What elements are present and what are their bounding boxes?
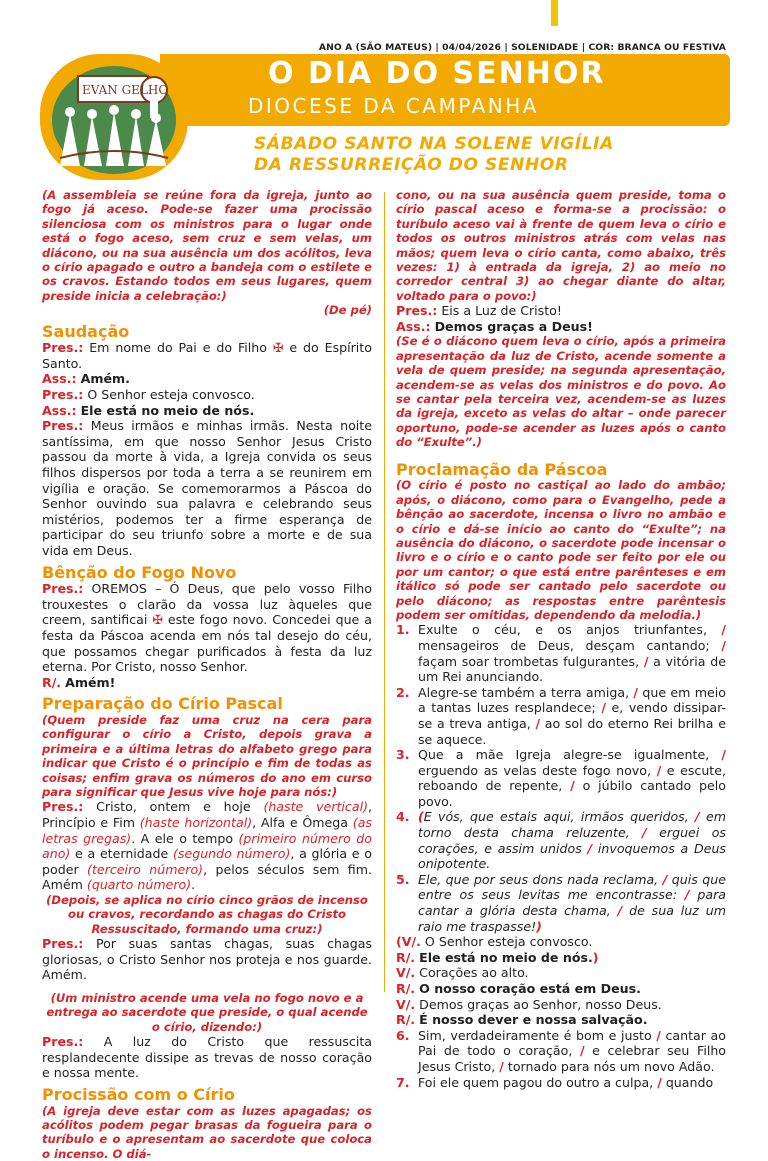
pause-mark: /: [721, 638, 726, 653]
response-label: R/.: [42, 675, 61, 690]
pause-mark: /: [588, 841, 593, 856]
exultet-stanza-5: [396, 872, 726, 934]
speaker-label: Pres.:: [42, 799, 83, 814]
verse: mensageiros de Deus, desçam cantando;: [418, 638, 710, 653]
celebration-title-line-1: SÁBADO SANTO NA SOLENE VIGÍLIA: [254, 134, 614, 155]
stanza-text: [418, 1028, 726, 1075]
dialog-3: [396, 965, 726, 981]
stanza-text: [418, 747, 726, 809]
text: Demos graças ao Senhor, nosso Deus.: [419, 997, 662, 1012]
response-label: R/.: [396, 1012, 415, 1027]
versicle-label: V/.: [402, 934, 421, 949]
speaker-label: Pres.:: [42, 387, 83, 402]
verse: de sua luz um raio me traspasse!: [418, 903, 726, 934]
line-saudacao-5: [42, 418, 372, 558]
text: O nosso coração está em Deus.: [419, 981, 641, 996]
stanza-text: [418, 872, 726, 934]
verse: a vitória de um Rei anunciando.: [418, 654, 726, 685]
text: . A ele o tempo: [131, 831, 233, 846]
text: este fogo novo. Concedei que a festa da Páscoa acenda em nós tal desejo do céu, que possamos chegar purificados à festa da luz eterna. Por Cristo, nosso Senhor.: [42, 612, 372, 674]
versicle-label: V/.: [396, 997, 415, 1012]
exultet-stanza-3: [396, 747, 726, 809]
line-bencao-1: [42, 581, 372, 675]
paren: ): [536, 919, 542, 934]
rubric-inline: (primeiro número do ano): [42, 831, 372, 862]
column-divider: [384, 192, 385, 992]
pause-mark: /: [657, 1075, 662, 1090]
celebration-title: [254, 134, 614, 176]
line-preparacao-2: [42, 936, 372, 983]
cross-icon: ✠: [152, 612, 163, 627]
heading-saudacao: Saudação: [42, 324, 372, 340]
verse: cantar ao Pai de todo o coração,: [418, 1028, 726, 1059]
celebration-title-line-2: DA RESSURREIÇÃO DO SENHOR: [254, 155, 614, 176]
verse: Ele, que por seus dons nada reclama,: [418, 872, 658, 887]
dialog-5: [396, 997, 726, 1013]
intro-rubric: (A assembleia se reúne fora da igreja, junto ao fogo já aceso. Pode-se fazer uma procissão silenciosa com os ministros para o lugar onde está o fogo aceso, sem cruz e sem velas, um diácono, ou na sua ausência um dos acólitos, leva o círio apagado e outro a bandeja com o estilete e os cravos. Estando todos em seus lugares, quem preside inicia a celebração:): [42, 188, 372, 303]
pause-mark: /: [535, 716, 540, 731]
text: O Senhor esteja convosco.: [87, 387, 254, 402]
stanza-number: 6.: [396, 1028, 418, 1075]
stanza-number: 5.: [396, 872, 418, 934]
preparacao-rubric: (Quem preside faz uma cruz na cera para configurar o círio a Cristo, depois grava a primeira e a última letras do alfabeto grego para indicar que Cristo é o princípio e fim de todas as coisas; enfim grava os números do ano em curso para significar que Jesus vive hoje para nós:): [42, 713, 372, 799]
verse: E vós, que estais aqui, irmãos queridos,: [424, 809, 689, 824]
cross-icon: ✠: [273, 340, 284, 355]
pause-mark: /: [570, 778, 575, 793]
right-column: [396, 188, 726, 1090]
verse: em torno desta chama reluzente,: [418, 809, 726, 840]
text: A luz do Cristo que ressuscita resplandecente dissipe as trevas de nosso coração e nossa mente.: [42, 1034, 372, 1080]
exultet-stanza-1: [396, 622, 726, 684]
text: , pelos séculos sem fim. Amém: [42, 862, 372, 893]
rubric-inline: (haste vertical): [263, 799, 368, 814]
text: Amém.: [81, 371, 130, 386]
pause-mark: /: [633, 685, 638, 700]
verse: Alegre-se também a terra amiga,: [418, 685, 629, 700]
exultet-stanza-7: [396, 1075, 726, 1091]
speaker-label: Pres.:: [396, 303, 437, 318]
text: , Princípio e Fim: [42, 799, 372, 830]
pause-mark: /: [642, 825, 647, 840]
stanza-number: 1.: [396, 622, 418, 684]
rubric-inline: (as letras gregas): [42, 815, 372, 846]
procissao-rubric: (A igreja deve estar com as luzes apagadas; os acólitos podem pegar brasas da fogueira para o turíbulo e o apresentam ao sacerdote que coloca o incenso. O diá-: [42, 1104, 372, 1161]
rubric-inline: (segundo número): [173, 846, 290, 861]
verse: quando: [666, 1075, 713, 1090]
response-label: R/.: [396, 950, 415, 965]
masthead: [40, 54, 728, 182]
rubric-inline: (haste horizontal): [140, 815, 252, 830]
speaker-label: Ass.:: [42, 403, 77, 418]
verse: Sim, verdadeiramente é bom e justo: [418, 1028, 652, 1043]
paren: ): [593, 950, 599, 965]
versicle-label: V/.: [396, 965, 415, 980]
stanza-text: [418, 622, 726, 684]
text: Cristo, ontem e hoje: [96, 799, 250, 814]
rubric-inline: (quarto número): [87, 877, 191, 892]
exultet-stanza-4: [396, 809, 726, 871]
stanza-number: 3.: [396, 747, 418, 809]
text: Por suas santas chagas, suas chagas gloriosas, o Cristo Senhor nos proteja e nos guarde. Amém.: [42, 936, 372, 982]
rubric-inline: (terceiro número): [87, 862, 203, 877]
pause-mark: /: [618, 903, 623, 918]
text: Meus irmãos e minhas irmãs. Nesta noite santíssima, em que nosso Senhor Jesus Cristo passou da morte à vida, a Igreja convida os seus filhos dispersos por toda a terra a se reunirem em vigília e oração. Se comemorarmos a Páscoa do Senhor ouvindo sua palavra e celebrando seus mistérios, podemos ter a firme esperança de participar do seu triunfo sobre a morte e de sua vida em Deus.: [42, 418, 372, 558]
stanza-number: 4.: [396, 809, 418, 871]
stanza-text: [418, 685, 726, 747]
stanza-text: [418, 1075, 726, 1091]
pause-mark: /: [601, 700, 606, 715]
page-title: O DIA DO SENHOR: [268, 56, 605, 91]
pause-mark: /: [695, 809, 700, 824]
diocese-name: DIOCESE DA CAMPANHA: [248, 94, 539, 118]
verse: o júbilo cantado pelo povo.: [418, 778, 726, 809]
pause-mark: /: [685, 887, 690, 902]
stanza-text: [418, 809, 726, 871]
text: .: [191, 877, 195, 892]
dialog-2: [396, 950, 726, 966]
verse: tornado para nós um novo Adão.: [508, 1059, 715, 1074]
line-procissao-2: [396, 319, 726, 335]
heading-procissao: Procissão com o Círio: [42, 1087, 372, 1103]
speaker-label: Pres.:: [42, 340, 83, 355]
text: e a eternidade: [75, 846, 168, 861]
heading-proclamacao: Proclamação da Páscoa: [396, 462, 726, 478]
verse: invoquemos a Deus onipotente.: [418, 841, 726, 872]
pause-mark: /: [580, 1043, 585, 1058]
speaker-label: Pres.:: [42, 1034, 83, 1049]
text: Ele está no meio de nós.: [81, 403, 255, 418]
text: e do Espírito Santo.: [42, 340, 372, 371]
dialog-1: [396, 934, 726, 950]
text: Em nome do Pai e do Filho: [89, 340, 267, 355]
verse: e escute, reboando de repente,: [418, 763, 726, 794]
top-accent-bar: [551, 0, 558, 26]
line-bencao-2: [42, 675, 372, 691]
stanza-number: 2.: [396, 685, 418, 747]
verse: que em meio a tantas luzes resplandece;: [418, 685, 726, 716]
exultet-stanza-6: [396, 1028, 726, 1075]
stanza-number: 7.: [396, 1075, 418, 1091]
logo-illustration: [40, 54, 188, 180]
text: Amém!: [65, 675, 115, 690]
exultet-stanza-2: [396, 685, 726, 747]
pause-mark: /: [721, 747, 726, 762]
speaker-label: Ass.:: [396, 319, 431, 334]
verse: erguei os corações, e assim unidos: [418, 825, 726, 856]
text: OREMOS – Ó Deus, que pelo vosso Filho trouxestes o clarão da vossa luz àqueles que creem, santificai: [42, 581, 372, 627]
text: Ele está no meio de nós.: [419, 950, 593, 965]
procissao-rubric-continued: cono, ou na sua ausência quem preside, toma o círio pascal aceso e forma-se a procissão: o turíbulo aceso vai à frente de quem leva o círio e todos os outros ministros atrás com velas nas mãos; quem leva o círio canta, como abaixo, três vezes: 1) à entrada da igreja, 2) ao meio no corredor central 3) ao chegar diante do altar, voltado para o povo:): [396, 188, 726, 303]
line-saudacao-4: [42, 403, 372, 419]
verse: erguendo as velas deste fogo novo,: [418, 763, 651, 778]
procissao-rubric-2: (Se é o diácono quem leva o círio, após a primeira apresentação da luz de Cristo, acende somente a vela de quem preside; na segunda apresentação, acendem-se as velas dos ministros e do povo. Ao se cantar pela terceira vez, acendem-se as luzes da igreja, exceto as velas do altar – onde parecer oportuno, pode-se acender as luzes após o canto do “Exulte”.): [396, 334, 726, 449]
speaker-label: Pres.:: [42, 581, 83, 596]
issue-meta: ANO A (SÃO MATEUS) | 04/04/2026 | SOLENIDADE | COR: BRANCA OU FESTIVA: [319, 42, 726, 53]
verse: façam soar trombetas fulgurantes,: [418, 654, 639, 669]
pause-mark: /: [663, 872, 668, 887]
logo-text: EVAN GELHO: [82, 83, 168, 97]
verse: e, vendo dissipar-se a treva antiga,: [418, 700, 726, 731]
text: O Senhor esteja convosco.: [425, 934, 592, 949]
speaker-label: Ass.:: [42, 371, 77, 386]
line-saudacao-2: [42, 371, 372, 387]
preparacao-rubric-2: (Depois, se aplica no círio cinco grãos de incenso ou cravos, recordando as chagas do Cristo Ressuscitado, formando uma cruz:): [42, 893, 372, 936]
verse: para cantar a glória desta chama,: [418, 887, 726, 918]
speaker-label: Pres.:: [42, 936, 83, 951]
line-saudacao-1: [42, 340, 372, 371]
verse: ao sol do eterno Rei brilha e se aquece.: [418, 716, 726, 747]
verse: Exulte o céu, e os anjos triunfantes,: [418, 622, 707, 637]
line-saudacao-3: [42, 387, 372, 403]
paren: (: [396, 934, 402, 949]
dialog-6: [396, 1012, 726, 1028]
text: É nosso dever e nossa salvação.: [419, 1012, 647, 1027]
pause-mark: /: [656, 1028, 661, 1043]
text: , Alfa e Ômega: [252, 815, 348, 830]
line-procissao-1: [396, 303, 726, 319]
response-label: R/.: [396, 981, 415, 996]
text: Demos graças a Deus!: [435, 319, 593, 334]
speaker-label: Pres.:: [42, 418, 83, 433]
heading-bencao: Bênção do Fogo Novo: [42, 565, 372, 581]
paren: (: [418, 809, 424, 824]
verse: Que a mãe Igreja alegre-se igualmente,: [418, 747, 709, 762]
proclamacao-rubric: (O círio é posto no castiçal ao lado do ambão; após, o diácono, como para o Evangelho, pede a bênção ao sacerdote, incensa o livro no ambão e o círio e dá-se início ao canto do “Exulte”; na ausência do diácono, o sacerdote pode incensar o livro e o círio e o canto pode ser feito por ele ou por um cantor; o que está entre parênteses e em itálico só pode ser cantado pelo sacerdote ou pelo diácono; as respostas entre parêntesis podem ser omitidas, dependendo da melodia.): [396, 478, 726, 622]
pause-mark: /: [657, 763, 662, 778]
pause-mark: /: [499, 1059, 504, 1074]
text: Eis a Luz de Cristo!: [441, 303, 562, 318]
verse: e celebrar seu Filho Jesus Cristo,: [418, 1043, 726, 1074]
logo: [40, 54, 188, 180]
text: , a glória e o poder: [42, 846, 372, 877]
pause-mark: /: [644, 654, 649, 669]
line-preparacao-3: [42, 1034, 372, 1081]
verse: Foi ele quem pagou do outro a culpa,: [418, 1075, 653, 1090]
text: Corações ao alto.: [419, 965, 528, 980]
preparacao-rubric-3: (Um ministro acende uma vela no fogo novo e a entrega ao sacerdote que preside, o qual acende o círio, dizendo:): [42, 991, 372, 1034]
verse: quis que entre os seus levitas me encontrasse:: [418, 872, 726, 903]
dialog-4: [396, 981, 726, 997]
pause-mark: /: [721, 622, 726, 637]
heading-preparacao: Preparação do Círio Pascal: [42, 696, 372, 712]
line-preparacao-1: [42, 799, 372, 893]
intro-rubric-end: (De pé): [42, 303, 372, 317]
left-column: [42, 188, 372, 1161]
